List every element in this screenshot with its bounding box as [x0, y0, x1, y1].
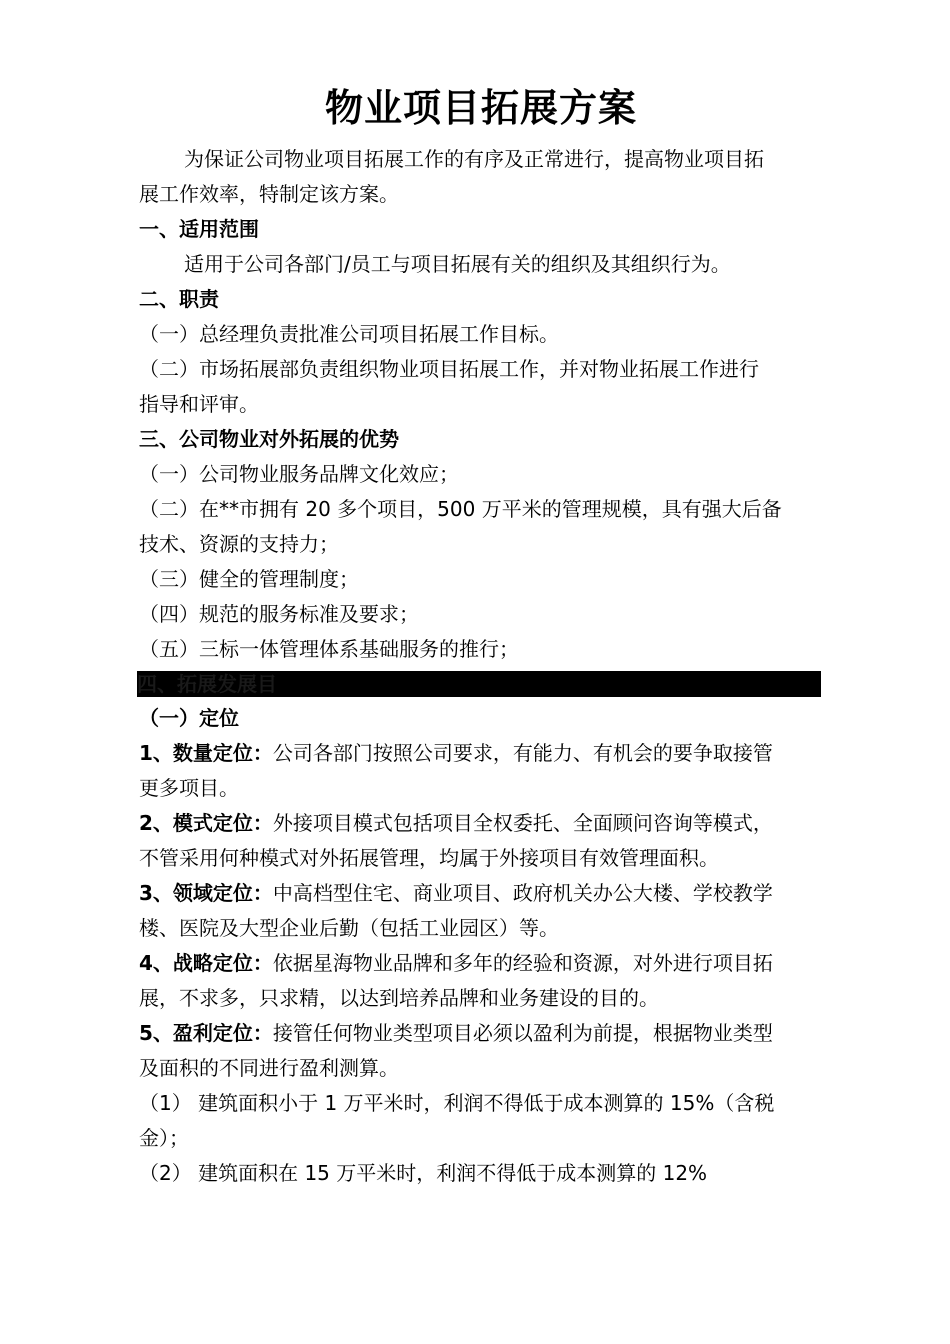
section-3-item: （三）健全的管理制度；	[139, 567, 359, 591]
point-label: 4、战略定位：	[139, 951, 273, 975]
section-3-item: （一）公司物业服务品牌文化效应；	[139, 462, 459, 486]
point-1-cont: 更多项目。	[139, 776, 239, 800]
document-page	[139, 80, 823, 1191]
point-4-cont: 展，不求多，只求精，以达到培养品牌和业务建设的目的。	[139, 986, 659, 1010]
section-4-subheading: （一）定位	[139, 706, 239, 730]
document-title: 物业项目拓展方案	[324, 86, 637, 130]
point-2	[139, 806, 823, 841]
point-text: 中高档型住宅、商业项目、政府机关办公大楼、学校教学	[272, 881, 773, 905]
point-label: 1、数量定位：	[139, 741, 273, 765]
point-4	[139, 946, 823, 981]
point-text: 外接项目模式包括项目全权委托、全面顾问咨询等模式，	[272, 811, 773, 835]
section-1-heading: 一、适用范围	[139, 217, 259, 241]
point-label: 5、盈利定位：	[139, 1021, 273, 1045]
section-3-item: （二）在**市拥有 20 多个项目，500 万平米的管理规模，具有强大后备	[139, 497, 782, 521]
section-2-item: 指导和评审。	[139, 392, 259, 416]
section-2-item: （一）总经理负责批准公司项目拓展工作目标。	[139, 322, 559, 346]
profit-rule-2: （2） 建筑面积在 15 万平米时，利润不得低于成本测算的 12%	[139, 1161, 708, 1185]
section-4-heading-highlight: 四、拓展发展目	[137, 671, 821, 697]
profit-rule-1-cont: 金）；	[139, 1126, 189, 1150]
intro-line-2: 展工作效率，特制定该方案。	[139, 182, 399, 206]
point-1	[139, 736, 823, 771]
section-3-heading: 三、公司物业对外拓展的优势	[139, 427, 399, 451]
point-label: 2、模式定位：	[139, 811, 273, 835]
point-3	[139, 876, 823, 911]
section-3-item: （五）三标一体管理体系基础服务的推行；	[139, 637, 519, 661]
point-label: 3、领域定位：	[139, 881, 273, 905]
section-2-heading: 二、职责	[139, 287, 219, 311]
point-3-cont: 楼、医院及大型企业后勤（包括工业园区）等。	[139, 916, 559, 940]
point-5-cont: 及面积的不同进行盈利测算。	[139, 1056, 399, 1080]
section-1-body: 适用于公司各部门/员工与项目拓展有关的组织及其组织行为。	[184, 252, 731, 276]
section-3-item: 技术、资源的支持力；	[139, 532, 339, 556]
intro-line-1: 为保证公司物业项目拓展工作的有序及正常进行，提高物业项目拓	[184, 147, 764, 171]
profit-rule-1: （1） 建筑面积小于 1 万平米时，利润不得低于成本测算的 15%（含税	[139, 1091, 775, 1115]
point-text: 依据星海物业品牌和多年的经验和资源，对外进行项目拓	[272, 951, 773, 975]
section-3-item: （四）规范的服务标准及要求；	[139, 602, 419, 626]
point-text: 公司各部门按照公司要求，有能力、有机会的要争取接管	[272, 741, 773, 765]
point-text: 接管任何物业类型项目必须以盈利为前提，根据物业类型	[272, 1021, 773, 1045]
point-5	[139, 1016, 823, 1051]
point-2-cont: 不管采用何种模式对外拓展管理，均属于外接项目有效管理面积。	[139, 846, 719, 870]
section-2-item: （二）市场拓展部负责组织物业项目拓展工作，并对物业拓展工作进行	[139, 357, 759, 381]
